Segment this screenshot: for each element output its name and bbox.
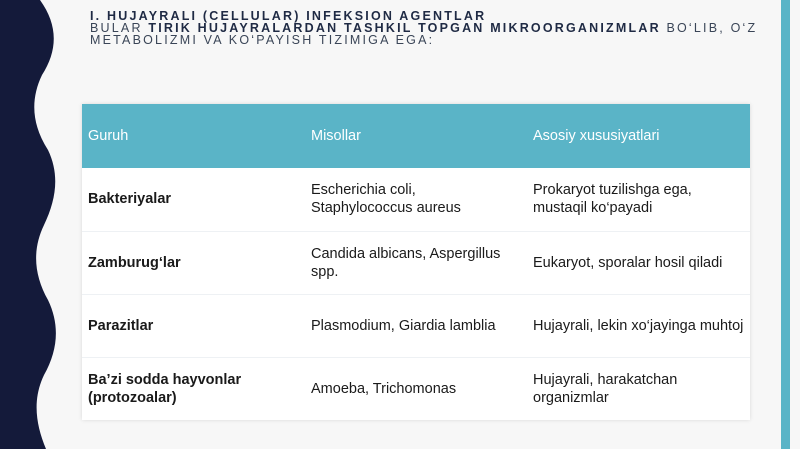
- right-accent-bar: [781, 0, 790, 449]
- subtitle-bold: TIRIK HUJAYRALARDAN TASHKIL TOPGAN MIKROORGANIZMLAR: [148, 21, 661, 35]
- subtitle-prefix: BULAR: [90, 21, 149, 35]
- table-row: [82, 357, 750, 420]
- cell-group: Parazitlar: [82, 294, 305, 357]
- table-row: [82, 294, 750, 357]
- table-row: [82, 231, 750, 294]
- column-header-examples: Misollar: [311, 128, 361, 144]
- slide-header: [90, 10, 770, 46]
- subtitle-suffix: BO‘LIB, O‘Z METABOLIZMI VA KO‘PAYISH TIZIMIGA EGA:: [90, 21, 758, 47]
- cell-group: Bakteriyalar: [88, 191, 172, 208]
- right-edge: [790, 0, 800, 449]
- cell-group: Zamburug‘lar: [82, 231, 305, 294]
- left-wave-decoration: [0, 0, 70, 449]
- cell-examples: Plasmodium, Giardia lamblia: [305, 294, 527, 357]
- cell-features: Hujayrali, harakatchan organizmlar: [527, 357, 750, 420]
- column-header-features: Asosiy xususiyatlari: [533, 128, 660, 144]
- infection-agents-table: [82, 104, 750, 420]
- cell-features: Hujayrali, lekin xo‘jayinga muhtoj: [527, 294, 750, 357]
- cell-group: Ba’zi sodda hayvonlar (protozoalar): [82, 357, 305, 420]
- slide-title: I. HUJAYRALI (CELLULAR) INFEKSION AGENTLAR: [90, 9, 487, 23]
- cell-features: Eukaryot, sporalar hosil qiladi: [527, 231, 750, 294]
- slide-subtitle: [90, 22, 770, 46]
- cell-examples: Escherichia coli, Staphylococcus aureus: [311, 182, 461, 217]
- cell-features: Prokaryot tuzilishga ega, mustaqil ko‘payadi: [533, 182, 692, 217]
- table-row: [82, 168, 750, 231]
- table-header-row: [82, 104, 750, 168]
- cell-examples: Amoeba, Trichomonas: [305, 357, 527, 420]
- column-header-group: Guruh: [88, 128, 129, 144]
- cell-examples: Candida albicans, Aspergillus spp.: [305, 231, 527, 294]
